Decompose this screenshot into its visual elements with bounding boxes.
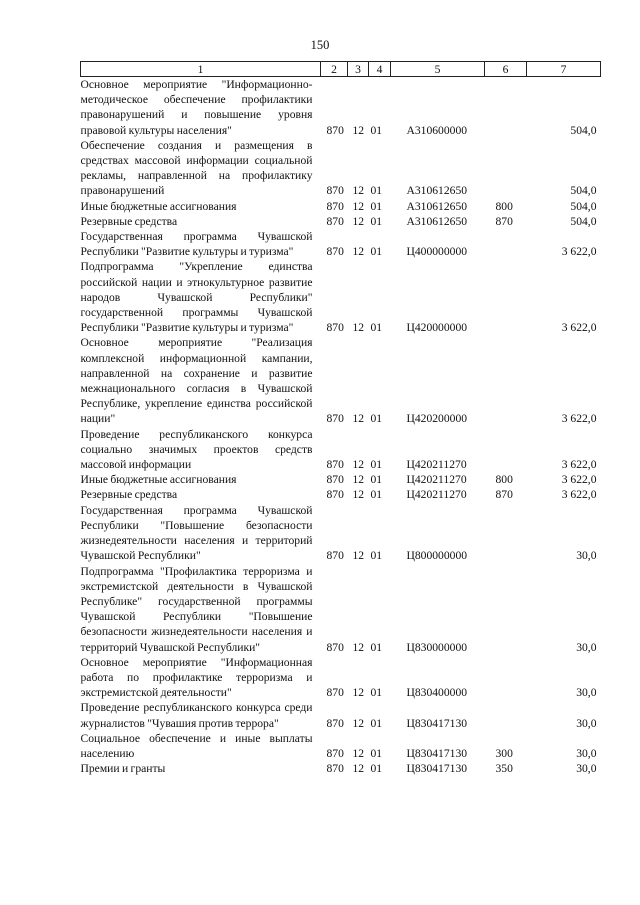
row-name: Иные бюджетные ассигнования xyxy=(80,473,237,487)
row-subsection: 01 xyxy=(370,199,383,213)
row-subsection: 01 xyxy=(370,245,383,259)
row-section: 12 xyxy=(352,640,365,654)
row-admin-code: 870 xyxy=(326,640,344,654)
table-row xyxy=(81,731,601,761)
row-section: 12 xyxy=(352,199,365,213)
row-subsection: 01 xyxy=(370,488,383,502)
table-row xyxy=(81,335,601,426)
row-admin-code: 870 xyxy=(326,321,344,335)
row-amount: 504,0 xyxy=(570,123,597,137)
row-admin-code: 870 xyxy=(326,746,344,760)
row-amount: 30,0 xyxy=(576,686,597,700)
table-row xyxy=(81,700,601,730)
row-admin-code: 870 xyxy=(326,762,344,776)
row-amount: 504,0 xyxy=(570,214,597,228)
row-expense-type xyxy=(485,503,527,564)
row-amount: 30,0 xyxy=(576,762,597,776)
row-admin-code: 870 xyxy=(326,412,344,426)
column-header-3: 3 xyxy=(348,62,369,77)
row-expense-type: 300 xyxy=(495,746,513,760)
row-target-article: Ц420211270 xyxy=(406,473,467,487)
row-target-article: Ц830417130 xyxy=(406,746,468,760)
column-header-7: 7 xyxy=(527,62,601,77)
row-expense-type xyxy=(485,229,527,259)
row-admin-code: 870 xyxy=(326,214,344,228)
row-target-article: Ц420000000 xyxy=(406,321,468,335)
row-expense-type xyxy=(485,564,527,655)
row-subsection: 01 xyxy=(370,762,383,776)
table-row xyxy=(81,503,601,564)
row-amount: 30,0 xyxy=(576,640,597,654)
table-row xyxy=(81,761,601,776)
row-amount: 3 622,0 xyxy=(561,488,597,502)
row-expense-type: 870 xyxy=(495,214,513,228)
table-row xyxy=(81,427,601,473)
row-target-article: А310612650 xyxy=(406,199,468,213)
row-subsection: 01 xyxy=(370,716,383,730)
row-target-article: А310612650 xyxy=(406,214,468,228)
row-section: 12 xyxy=(352,716,365,730)
page-number: 150 xyxy=(310,38,330,52)
row-amount: 3 622,0 xyxy=(561,412,597,426)
row-section: 12 xyxy=(352,214,365,228)
table-row xyxy=(81,199,601,214)
row-amount: 3 622,0 xyxy=(561,458,597,472)
row-subsection: 01 xyxy=(370,458,383,472)
column-header-1: 1 xyxy=(81,62,321,77)
row-subsection: 01 xyxy=(370,746,383,760)
row-expense-type xyxy=(485,259,527,335)
row-name: Основное мероприятие "Информационно-методическое обеспечение профилактики правонарушений и повышение уровня правовой культуры населения" xyxy=(80,78,313,137)
row-subsection: 01 xyxy=(370,214,383,228)
row-expense-type xyxy=(485,427,527,473)
row-section: 12 xyxy=(352,123,365,137)
row-name: Основное мероприятие "Реализация комплексной информационной кампании, направленной на сохранение и развитие межнационального согласия в Чувашской Республике, укрепление единства российской нации" xyxy=(80,336,313,426)
row-section: 12 xyxy=(352,746,365,760)
row-amount: 3 622,0 xyxy=(561,245,597,259)
table-row xyxy=(81,229,601,259)
row-subsection: 01 xyxy=(370,123,383,137)
row-name: Премии и гранты xyxy=(80,762,166,776)
table-row xyxy=(81,472,601,487)
row-name: Основное мероприятие "Информационная работа по профилактике терроризма и экстремистской деятельности" xyxy=(80,655,313,700)
row-section: 12 xyxy=(352,184,365,198)
column-header-5: 5 xyxy=(391,62,485,77)
row-amount: 3 622,0 xyxy=(561,321,597,335)
row-target-article: Ц420211270 xyxy=(406,488,467,502)
row-section: 12 xyxy=(352,473,365,487)
row-subsection: 01 xyxy=(370,640,383,654)
row-target-article: Ц400000000 xyxy=(406,245,468,259)
row-admin-code: 870 xyxy=(326,245,344,259)
row-amount: 30,0 xyxy=(576,716,597,730)
table-row xyxy=(81,77,601,138)
row-name: Государственная программа Чувашской Республики "Повышение безопасности жизнедеятельности населения и территорий Чувашской Республики" xyxy=(80,503,313,563)
row-target-article: Ц830417130 xyxy=(406,762,468,776)
table-row xyxy=(81,564,601,655)
row-name: Проведение республиканского конкурса социально значимых проектов средств массовой информации xyxy=(80,427,313,472)
row-section: 12 xyxy=(352,321,365,335)
row-target-article: Ц830000000 xyxy=(406,640,468,654)
row-subsection: 01 xyxy=(370,473,383,487)
column-header-4: 4 xyxy=(369,62,391,77)
table-row xyxy=(81,487,601,502)
row-expense-type: 800 xyxy=(495,199,513,213)
budget-table xyxy=(80,61,601,776)
table-row xyxy=(81,259,601,335)
row-admin-code: 870 xyxy=(326,199,344,213)
row-admin-code: 870 xyxy=(326,716,344,730)
row-amount: 30,0 xyxy=(576,746,597,760)
row-expense-type: 800 xyxy=(495,473,513,487)
row-name: Проведение республиканского конкурса среди журналистов "Чувашия против террора" xyxy=(80,701,313,730)
row-admin-code: 870 xyxy=(326,123,344,137)
row-expense-type xyxy=(485,77,527,138)
row-amount: 504,0 xyxy=(570,199,597,213)
column-header-6: 6 xyxy=(485,62,527,77)
row-expense-type xyxy=(485,335,527,426)
row-section: 12 xyxy=(352,762,365,776)
row-name: Подпрограмма "Профилактика терроризма и экстремистской деятельности в Чувашской Республике" государственной программы Чувашской Республики "Повышение безопасности жизнедеятельности населения и территорий Чувашской Республики" xyxy=(80,564,313,654)
row-amount: 504,0 xyxy=(570,184,597,198)
row-admin-code: 870 xyxy=(326,458,344,472)
row-name: Резервные средства xyxy=(80,214,178,228)
row-name: Подпрограмма "Укрепление единства российской нации и этнокультурное развитие народов Чувашской Республики" государственной программы Чувашской Республики "Развитие культуры и туризма" xyxy=(80,260,313,335)
row-section: 12 xyxy=(352,488,365,502)
row-subsection: 01 xyxy=(370,412,383,426)
row-admin-code: 870 xyxy=(326,686,344,700)
row-target-article: А310612650 xyxy=(406,184,468,198)
column-header-2: 2 xyxy=(321,62,348,77)
row-name: Социальное обеспечение и иные выплаты населению xyxy=(80,731,313,760)
row-subsection: 01 xyxy=(370,321,383,335)
row-expense-type xyxy=(485,655,527,701)
row-subsection: 01 xyxy=(370,686,383,700)
row-amount: 3 622,0 xyxy=(561,473,597,487)
row-target-article: Ц830400000 xyxy=(406,686,468,700)
header-row xyxy=(81,62,601,77)
row-admin-code: 870 xyxy=(326,184,344,198)
row-subsection: 01 xyxy=(370,549,383,563)
table-header xyxy=(81,62,601,77)
row-subsection: 01 xyxy=(370,184,383,198)
row-expense-type xyxy=(485,700,527,730)
table-row xyxy=(81,655,601,701)
row-target-article: Ц830417130 xyxy=(406,716,468,730)
row-name: Резервные средства xyxy=(80,488,178,502)
row-expense-type: 870 xyxy=(495,488,513,502)
table-row xyxy=(81,214,601,229)
row-target-article: Ц420200000 xyxy=(406,412,468,426)
row-section: 12 xyxy=(352,245,365,259)
row-target-article: Ц420211270 xyxy=(406,458,467,472)
row-name: Обеспечение создания и размещения в средствах массовой информации социальной рекламы, направленной на профилактику правонарушений xyxy=(80,138,313,198)
table-row xyxy=(81,138,601,199)
row-section: 12 xyxy=(352,412,365,426)
row-target-article: А310600000 xyxy=(406,123,468,137)
row-section: 12 xyxy=(352,458,365,472)
row-name: Иные бюджетные ассигнования xyxy=(80,199,237,213)
row-admin-code: 870 xyxy=(326,473,344,487)
row-amount: 30,0 xyxy=(576,549,597,563)
row-expense-type xyxy=(485,138,527,199)
row-section: 12 xyxy=(352,549,365,563)
row-section: 12 xyxy=(352,686,365,700)
row-target-article: Ц800000000 xyxy=(406,549,468,563)
row-admin-code: 870 xyxy=(326,549,344,563)
table-body xyxy=(81,77,601,777)
row-admin-code: 870 xyxy=(326,488,344,502)
row-expense-type: 350 xyxy=(495,762,513,776)
row-name: Государственная программа Чувашской Республики "Развитие культуры и туризма" xyxy=(80,230,313,259)
